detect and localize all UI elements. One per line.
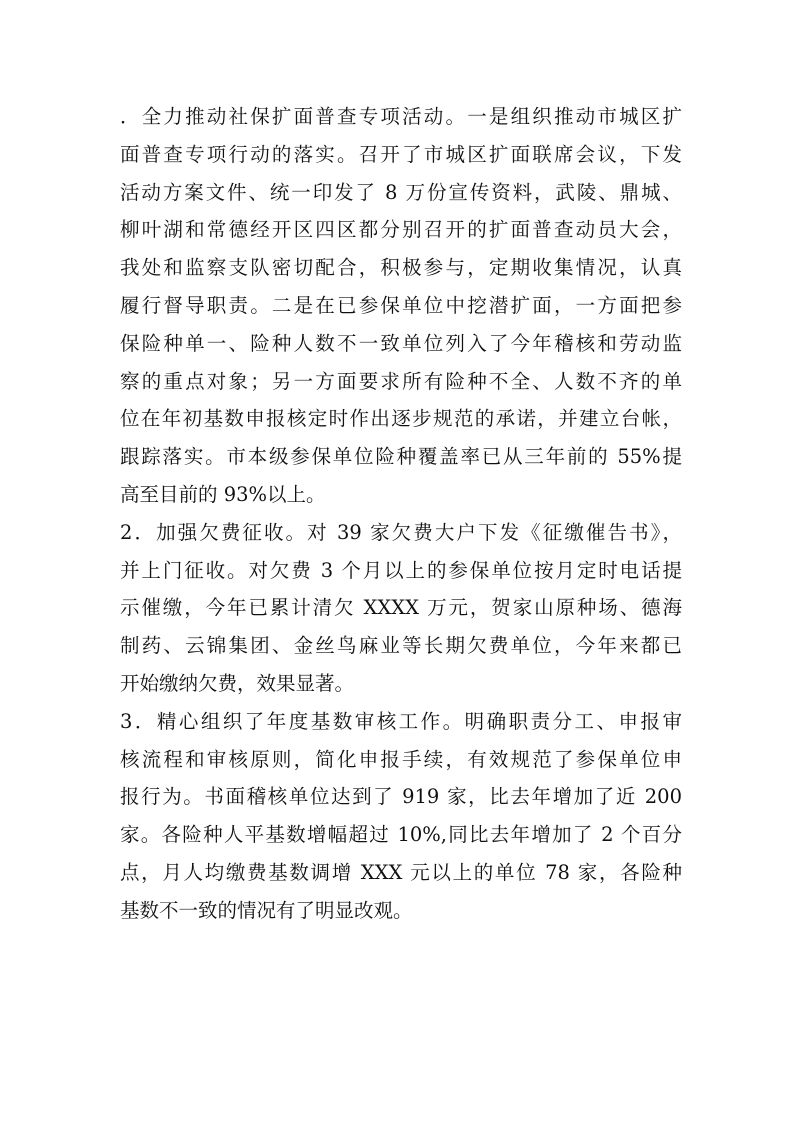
text-line: 2．加强欠费征收。对 39 家欠费大户下发《征缴催告书》， (120, 520, 682, 544)
text-line: 面普查专项行动的落实。召开了市城区扩面联席会议，下发 (120, 142, 682, 166)
text-line: ．全力推动社保扩面普查专项活动。一是组织推动市城区扩 (120, 105, 682, 128)
text-line: 制药、云锦集团、金丝鸟麻业等长期欠费单位，今年来都已 (120, 634, 682, 658)
document-body (120, 98, 682, 930)
text-line: 3．精心组织了年度基数审核工作。明确职责分工、申报审 (120, 709, 682, 733)
text-line: 点，月人均缴费基数调增 XXX 元以上的单位 78 家，各险种 (120, 860, 682, 884)
text-line: 履行督导职责。二是在已参保单位中挖潜扩面，一方面把参 (120, 293, 682, 317)
text-line: 报行为。书面稽核单位达到了 919 家，比去年增加了近 200 (120, 785, 682, 809)
text-line: 我处和监察支队密切配合，积极参与，定期收集情况，认真 (120, 256, 682, 280)
text-line: 核流程和审核原则，简化申报手续，有效规范了参保单位申 (120, 747, 682, 771)
text-line: 基数不一致的情况有了明显改观。 (120, 898, 413, 922)
text-line: 家。各险种人平基数增幅超过 10%,同比去年增加了 2 个百分 (120, 823, 682, 847)
text-line: 察的重点对象；另一方面要求所有险种不全、人数不齐的单 (120, 369, 682, 393)
text-line: 开始缴纳欠费，效果显著。 (120, 671, 355, 695)
text-line: 保险种单一、险种人数不一致单位列入了今年稽核和劳动监 (120, 331, 682, 355)
text-line: 并上门征收。对欠费 3 个月以上的参保单位按月定时电话提 (120, 558, 682, 582)
text-line: 柳叶湖和常德经开区四区都分别召开的扩面普查动员大会， (120, 218, 682, 242)
text-line: 高至目前的 93%以上。 (120, 482, 326, 506)
text-line: 活动方案文件、统一印发了 8 万份宣传资料，武陵、鼎城、 (120, 180, 682, 204)
text-line: 跟踪落实。市本级参保单位险种覆盖率已从三年前的 55%提 (120, 445, 682, 469)
text-line: 示催缴，今年已累计清欠 XXXX 万元，贺家山原种场、德海 (120, 596, 682, 620)
text-line: 位在年初基数申报核定时作出逐步规范的承诺，并建立台帐， (120, 407, 682, 431)
